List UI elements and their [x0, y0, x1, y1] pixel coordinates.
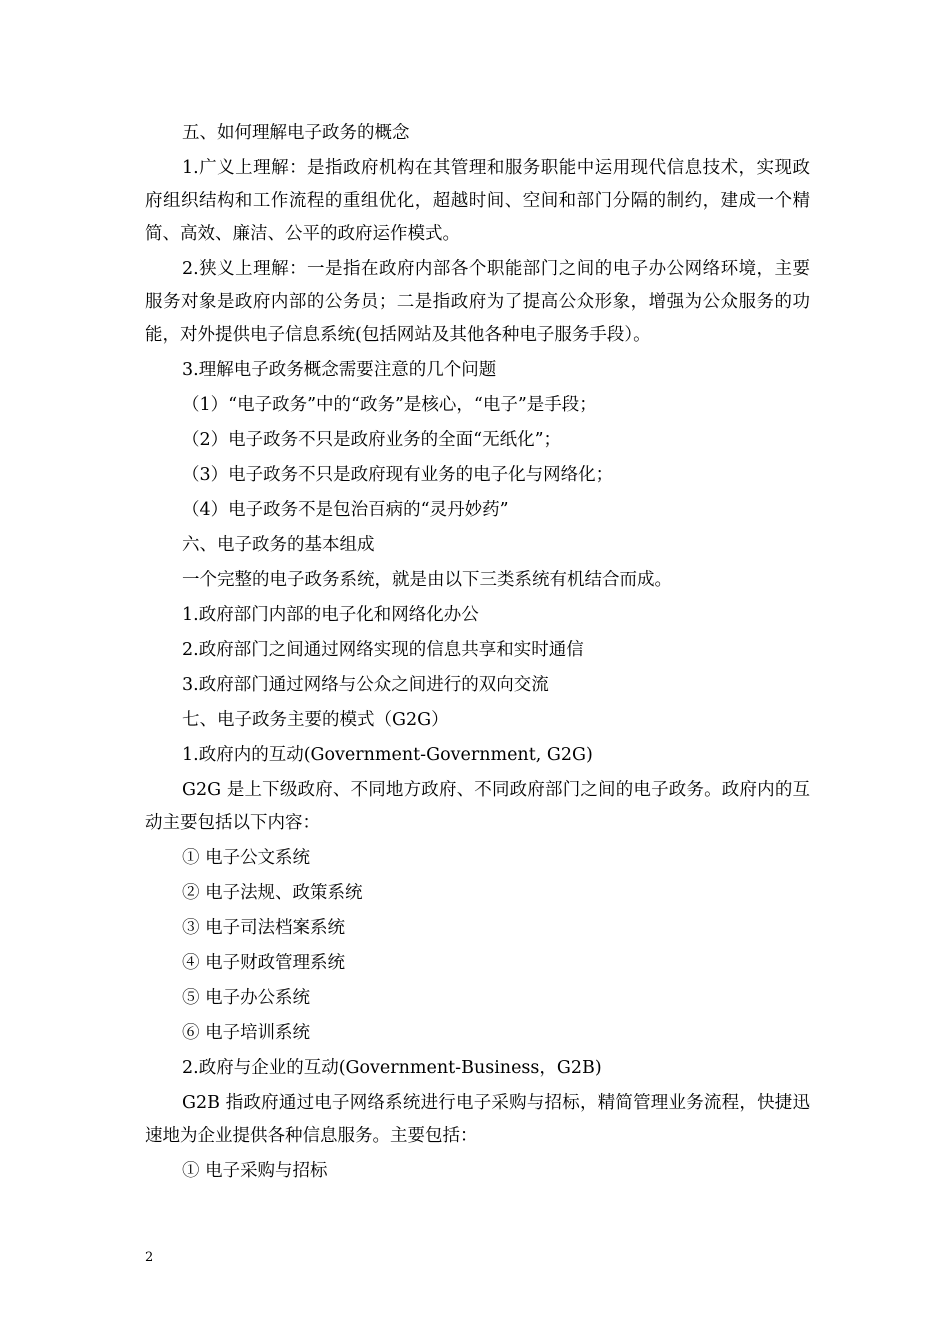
paragraph-narrow-definition: 2.狭义上理解：一是指在政府内部各个职能部门之间的电子办公网络环境，主要服务对象是政府内部的公务员；二是指政府为了提高公众形象，增强为公众服务的功能，对外提供电子信息系统(包括网站及其他各种电子服务手段）。: [145, 259, 810, 345]
list-item-note-4: （4）电子政务不是包治百病的“灵丹妙药”: [182, 500, 509, 520]
section-heading-7: 七、电子政务主要的模式（G2G）: [182, 710, 449, 730]
list-item-composition-2: 2.政府部门之间通过网络实现的信息共享和实时通信: [182, 640, 584, 660]
list-item-note-2: （2）电子政务不只是政府业务的全面“无纸化”；: [182, 430, 562, 450]
list-item-g2g-6: ⑥ 电子培训系统: [182, 1023, 311, 1043]
paragraph-g2g: G2G 是上下级政府、不同地方政府、不同政府部门之间的电子政务。政府内的互动主要包括以下内容：: [145, 780, 810, 833]
paragraph-broad-definition: 1.广义上理解：是指政府机构在其管理和服务职能中运用现代信息技术，实现政府组织结构和工作流程的重组优化，超越时间、空间和部门分隔的制约，建成一个精简、高效、廉洁、公平的政府运作模式。: [145, 158, 810, 244]
list-item-g2g-3: ③ 电子司法档案系统: [182, 918, 346, 938]
list-item-g2b-1: ① 电子采购与招标: [182, 1161, 328, 1181]
list-item-g2g-1: ① 电子公文系统: [182, 848, 311, 868]
paragraph-composition-intro: 一个完整的电子政务系统，就是由以下三类系统有机结合而成。: [182, 570, 672, 590]
page-number: 2: [145, 1250, 154, 1265]
section-heading-6: 六、电子政务的基本组成: [182, 535, 375, 555]
section-heading-5: 五、如何理解电子政务的概念: [182, 123, 410, 143]
paragraph-g2b: G2B 指政府通过电子网络系统进行电子采购与招标，精简管理业务流程，快捷迅速地为企业提供各种信息服务。主要包括：: [145, 1093, 810, 1146]
document-body: [145, 117, 810, 1190]
list-item-note-3: （3）电子政务不只是政府现有业务的电子化与网络化；: [182, 465, 614, 485]
list-item-note-1: （1）“电子政务”中的“政务”是核心，“电子”是手段；: [182, 395, 597, 415]
paragraph-notes-heading: 3.理解电子政务概念需要注意的几个问题: [182, 360, 497, 380]
list-item-g2g-2: ② 电子法规、政策系统: [182, 883, 363, 903]
subheading-g2g: 1.政府内的互动(Government-Government, G2G): [182, 745, 593, 765]
subheading-g2b: 2.政府与企业的互动(Government-Business，G2B): [182, 1058, 602, 1078]
list-item-g2g-5: ⑤ 电子办公系统: [182, 988, 311, 1008]
list-item-composition-1: 1.政府部门内部的电子化和网络化办公: [182, 605, 479, 625]
list-item-composition-3: 3.政府部门通过网络与公众之间进行的双向交流: [182, 675, 549, 695]
list-item-g2g-4: ④ 电子财政管理系统: [182, 953, 346, 973]
